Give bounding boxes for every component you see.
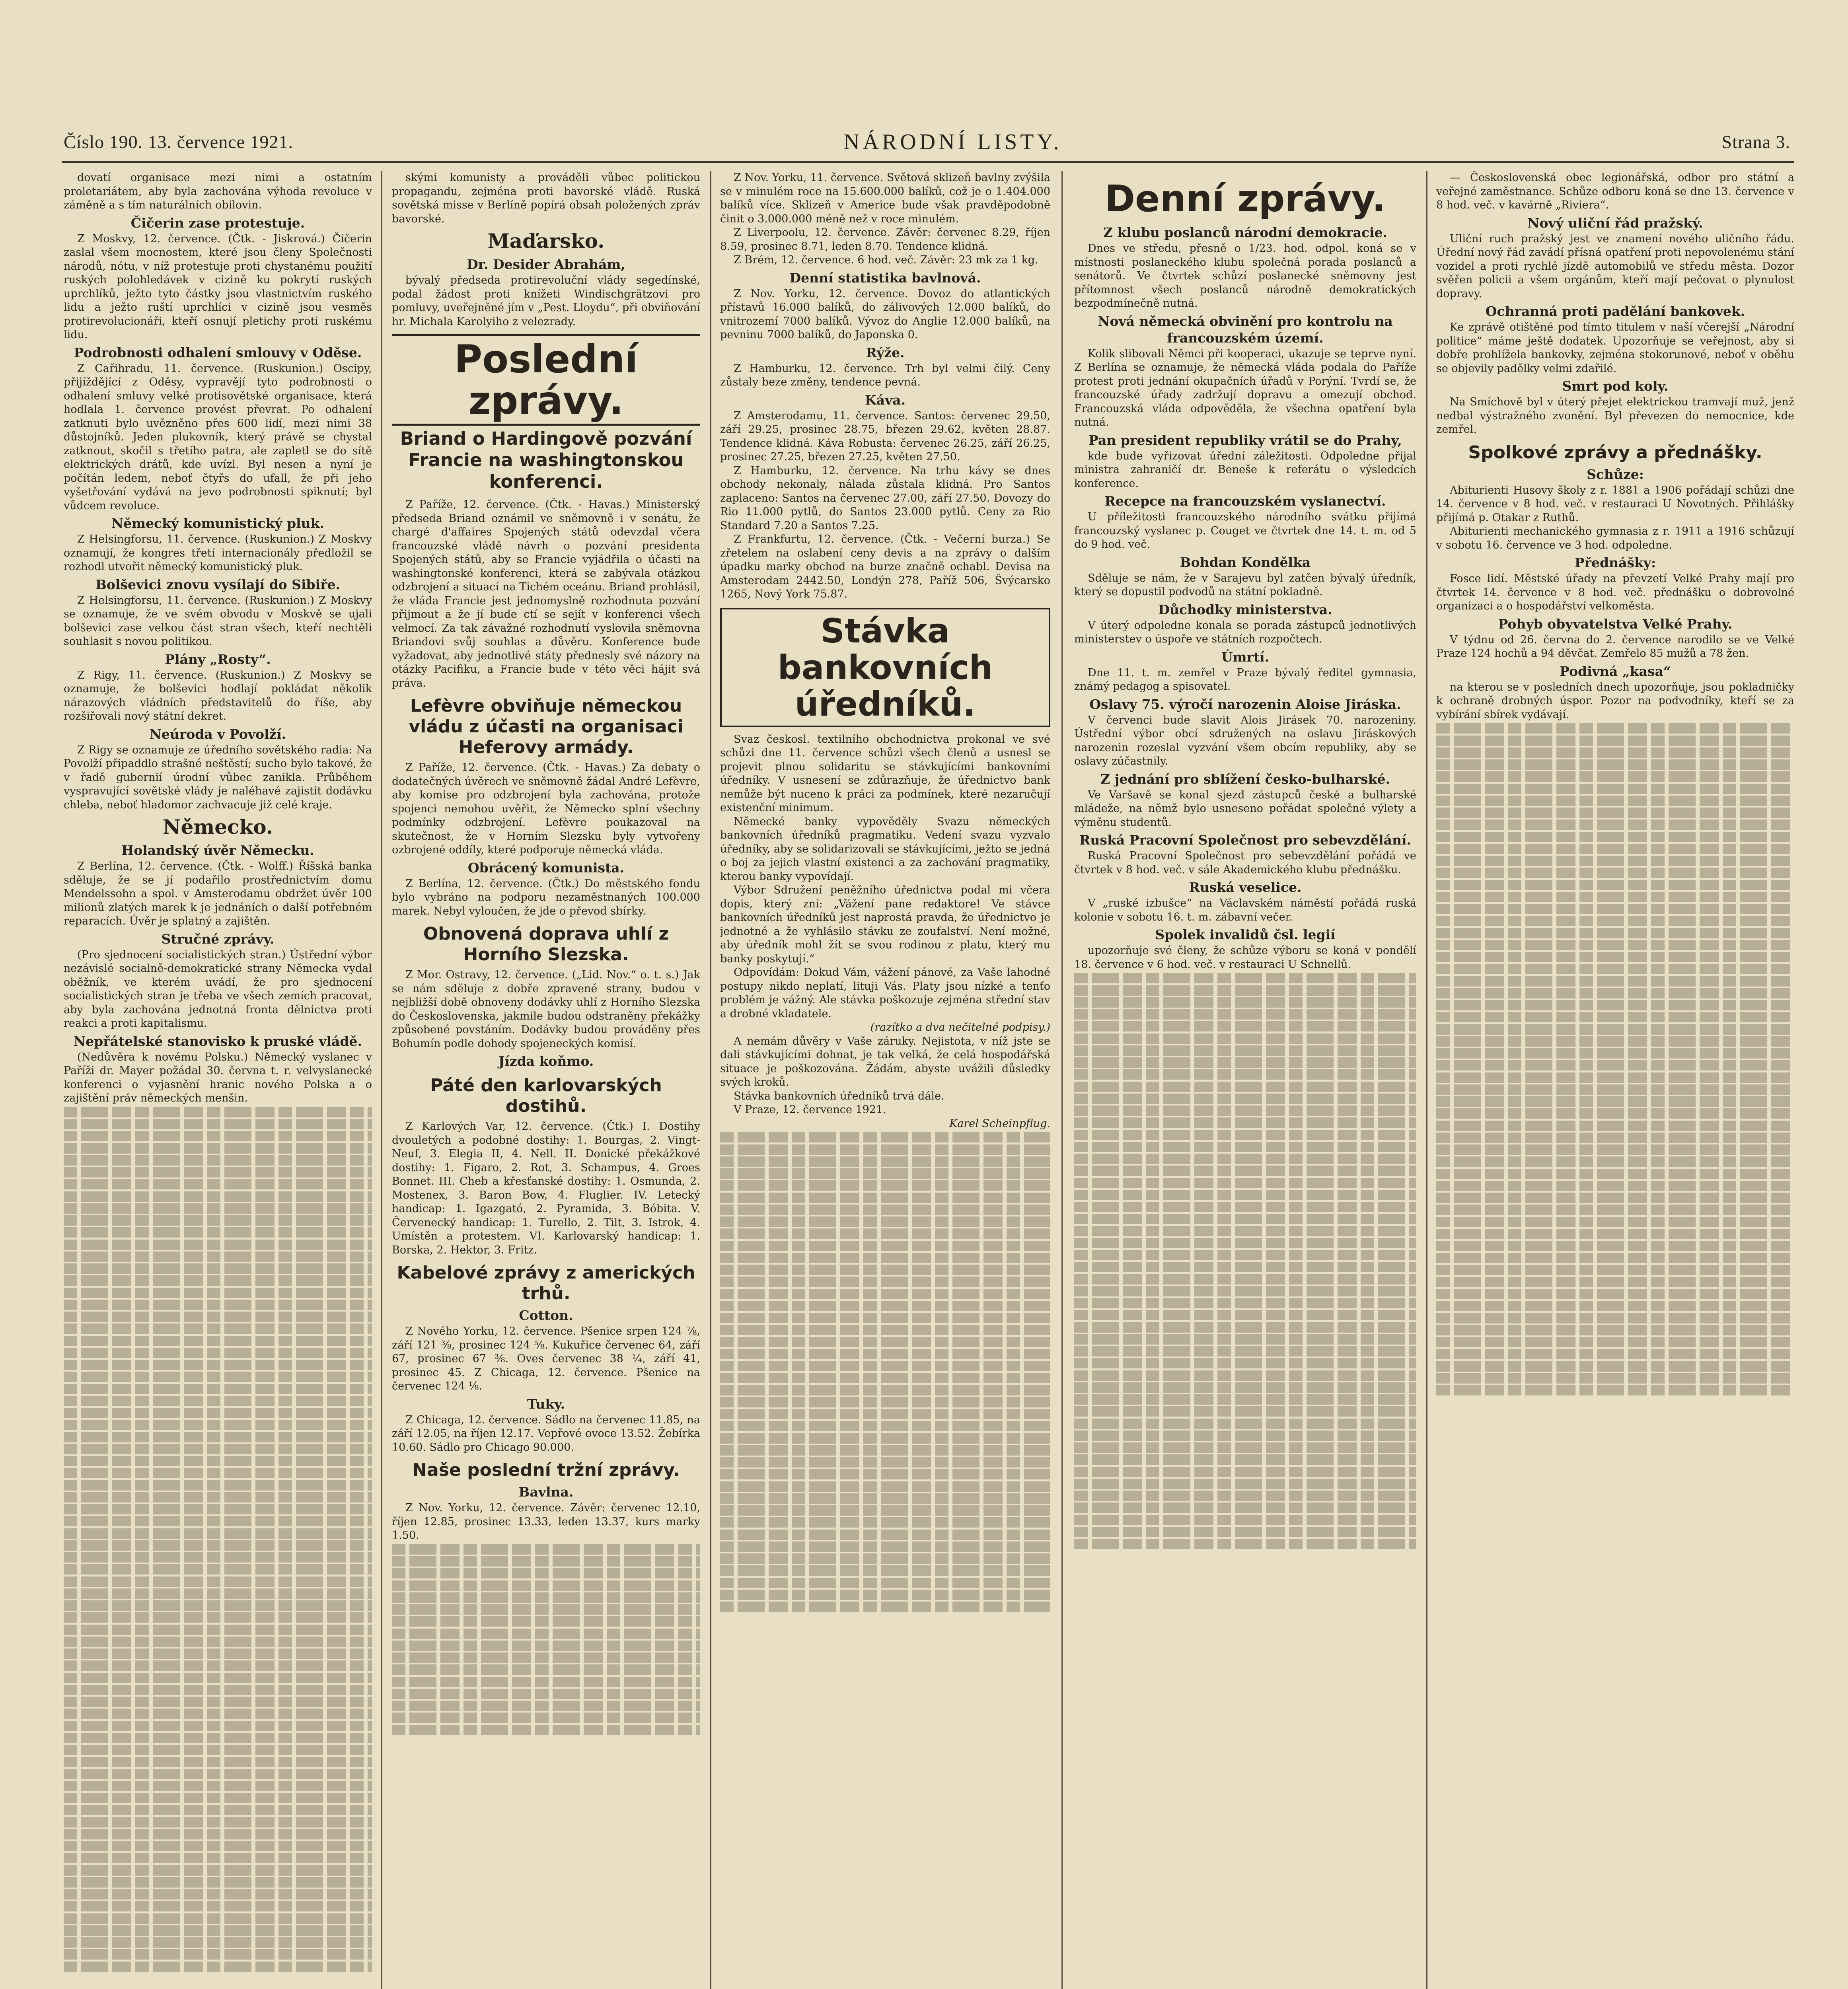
article-text: Svaz českosl. textilního obchodnictva prokonal ve své schůzi dne 11. července schůzi všech členů a usnesl se projevit plnou solidaritu se stávkujícími bankovními úředníky. V usnesení se zdůrazňuje, že úřednictvo bank nemůže být nuceno k práci za podmínek, které nezaručují existenční minimum. bbox=[720, 733, 1050, 814]
article-headline: Bavlna. bbox=[518, 1484, 574, 1500]
article-text: Z Berlína, 12. července. (Čtk.) Do městského fondu bylo vybráno na podporu nezaměstnaných 100.000 marek. Nebyl vyloučen, že jde o převod sbírky. bbox=[392, 877, 700, 917]
article-text: Z Hamburku, 12. července. Trh byl velmi čilý. Ceny zůstaly beze změny, tendence pevná. bbox=[720, 362, 1050, 388]
article-headline: Smrt pod koly. bbox=[1562, 378, 1669, 394]
article-text: Z Helsingforsu, 11. července. (Ruskunion.) Z Moskvy se oznamuje, že ve svém obvodu v Moskvě se ujali bolševici zase velkou část stran všech, kteří nechtěli souhlasit s novou politikou. bbox=[64, 594, 372, 648]
illegible-text-block bbox=[720, 1132, 1050, 1612]
article-text: Z Rigy se oznamuje ze úředního sovětského radia: Na Povolží připaddlo strašné neštěstí; sucho bylo takové, že v řadě gubernií úrodní vůbec zanikla. Průběhem vyspravující sovětské vlády je naléhavé zajistit dodávku chleba, neboť hladomor zachvacuje již celé kraje. bbox=[64, 743, 372, 811]
article-headline: Nová německá obvinění pro kontrolu na francouzském území. bbox=[1098, 313, 1393, 346]
article-headline: Úmrtí. bbox=[1221, 649, 1270, 665]
column-2 bbox=[392, 171, 700, 1989]
section-heading: Německo. bbox=[162, 815, 273, 839]
illegible-text-block bbox=[64, 1107, 372, 1972]
article-text: Z Paříže, 12. července. (Čtk. - Havas.) Za debaty o dodatečných úvěrech ve sněmovně žádal André Lefèvre, aby komise pro odzbrojení byla zachována, protože spojenci nemohou uvěřit, že Německo splní všechny podmínky odzbrojení. Lefèvre poukazoval na skutečnost, že v Horním Slezsku byly vytvořeny ozbrojené oddíly, které podporuje německá vláda. bbox=[392, 761, 700, 856]
article-text: Z Frankfurtu, 12. července. (Čtk. - Večerní burza.) Se zřetelem na oslabení ceny devis a na zprávy o dalším úpadku marky obchod na burze značně ochabl. Devisa na Amsterodam 2442.50, Londýn 278, Paříž 506, Švýcarsko 1265, Nový York 75.87. bbox=[720, 533, 1050, 600]
article-text: (Nedůvěra k novému Polsku.) Německý vyslanec v Paříži dr. Mayer požádal 30. června t. r. velvyslanecké konferenci o vyjasnění hranic nového Polska a o zajištění práv německých menšin. bbox=[64, 1051, 372, 1104]
signature-note: (razítko a dva nečitelné podpisy.) bbox=[870, 1021, 1050, 1033]
article-text: upozorňuje své členy, že schůze výboru se koná v pondělí 18. července v 6 hod. več. v restauraci U Schnellů. bbox=[1074, 944, 1416, 971]
article-text: Kolik slibovali Němci při kooperaci, ukazuje se teprve nyní. Z Berlína se oznamuje, že německá vláda podala do Paříže protest proti jednání okupačních úřadů v Porýní. Tvrdí se, že francouzské úřady zadržují dopravu a omezují obchod. Francouzská vláda odpověděla, že všechna opatření byla nutná. bbox=[1074, 347, 1416, 428]
article-headline: Z jednání pro sblížení česko-bulharské. bbox=[1100, 771, 1390, 787]
article-text: Z Chicaga, 12. července. Sádlo na červenec 11.85, na září 12.05, na říjen 12.17. Vepřové ovoce 13.52. Žebírka 10.60. Sádlo pro Chicago 90.000. bbox=[392, 1413, 700, 1454]
article-text: Z Moskvy, 12. července. (Čtk. - Jiskrová.) Čičerin zaslal všem mocnostem, které jsou členy Společnosti národů, nótu, v níž protestuje proti chystanému použití ruských polohledávek v cizině ku pokrytí ruských uprchlíků, ježto tyto částky jsou vlastnictvím ruského lidu a ježto ruští uprchlíci v cizině jsou vesměs protirevolucionáři, kteří osnují pletichy proti ruskému lidu. bbox=[64, 232, 372, 341]
article-text: V „ruské izbušce“ na Václavském náměstí pořádá ruská kolonie v sobotu 16. t. m. zábavní večer. bbox=[1074, 897, 1416, 923]
article-text: Sděluje se nám, že v Sarajevu byl zatčen bývalý úředník, který se dopustil podvodů na státní pokladně. bbox=[1074, 572, 1416, 598]
illegible-text-block bbox=[392, 1544, 700, 1735]
article-text: A nemám důvěry v Vaše záruky. Nejistota, v níž jste se dali stávkujícími dohnat, je tak velká, že celá hospodářská situace je poškozována. Žádám, abyste uvážili důsledky svých kroků. bbox=[720, 1035, 1050, 1088]
article-text: Dne 11. t. m. zemřel v Praze bývalý ředitel gymnasia, známý pedagog a spisovatel. bbox=[1074, 666, 1416, 693]
issue-info: Číslo 190. 13. července 1921. bbox=[64, 132, 294, 152]
article-text: Z Nového Yorku, 12. července. Pšenice srpen 124 ⅞, září 121 ⅜, prosinec 124 ⅝. Kukuřice červenec 64, září 67, prosinec 67 ⅜. Oves červenec 38 ¼, září 41, prosinec 45. Z Chicaga, 12. července. Pšenice na červenec 124 ⅛. bbox=[392, 1325, 700, 1392]
article-headline: Podivná „kasa“ bbox=[1560, 663, 1671, 679]
article-headline: Přednášky: bbox=[1574, 555, 1656, 570]
article-text: na kterou se v posledních dnech upozorňuje, jsou pokladničky k ochraně drobných úspor. Pozor na podvodníky, kteří se za vybírání sbírek vydávají. bbox=[1436, 681, 1794, 721]
article-text: Z Nov. Yorku, 12. července. Dovoz do atlantických přístavů 16.000 balíků, do zálivových 12.000 balíků, do vnitrozemí 7000 balíků. Vývoz do Anglie 12.000 balíků, na pevninu 7000 balíků, do Japonska 0. bbox=[720, 287, 1050, 341]
article-headline: Stručné zprávy. bbox=[161, 931, 275, 947]
article-text: Z Amsterodamu, 11. července. Santos: červenec 29.50, září 29.25, prosinec 28.75, březen 29.62, květen 28.87. Tendence klidná. Káva Robusta: červenec 26.25, září 26.25, prosinec 27.25, březen 27.25, květen 27.50. bbox=[720, 409, 1050, 463]
article-headline: Nový uliční řád pražský. bbox=[1527, 215, 1703, 231]
illegible-text-block bbox=[1074, 973, 1416, 1549]
article-text: Na Smíchově byl v úterý přejet elektrickou tramvají muž, jenž nedbal výstražného zvonění. Byl převezen do nemocnice, kde zemřel. bbox=[1436, 396, 1794, 436]
article-headline: Obnovená doprava uhlí z Horního Slezska. bbox=[423, 924, 669, 965]
article-headline: Schůze: bbox=[1587, 466, 1644, 482]
article-text: Z Nov. Yorku, 12. července. Závěr: červenec 12.10, říjen 12.85, prosinec 13.33, leden 13.37, kurs marky 1.50. bbox=[392, 1502, 700, 1541]
illegible-text-block bbox=[1436, 723, 1794, 1395]
article-headline: Denní statistika bavlnová. bbox=[789, 270, 981, 286]
article-headline: Holandský úvěr Německu. bbox=[121, 843, 314, 858]
article-headline: Důchodky ministerstva. bbox=[1158, 601, 1332, 617]
article-deck: Briand o Hardingově pozvání Francie na washingtonskou konferenci. bbox=[400, 428, 692, 492]
article-text: Výbor Sdružení peněžního úřednictva podal mi včera dopis, který zní: „Vážení pane redaktore! Ve stávce bankovních úředníků jest naprostá pravda, že úřednictvo je jednotné a že vyhlásilo stávku ze zoufalství. Není možné, aby úředník mohl žít se svou rodinou z platu, který mu banky poskytují.“ bbox=[720, 884, 1050, 965]
article-text: Ruská Pracovní Společnost pro sebevzdělání pořádá ve čtvrtek v 8 hod. več. v sále Akademického klubu přednášku. bbox=[1074, 850, 1416, 876]
article-text: Z Brém, 12. července. 6 hod. več. Závěr: 23 mk za 1 kg. bbox=[734, 254, 1038, 266]
column-3 bbox=[720, 171, 1050, 1989]
article-headline: Ruská Pracovní Společnost pro sebevzdělání. bbox=[1079, 832, 1411, 848]
column-5 bbox=[1436, 171, 1794, 1989]
article-headline: Jízda koňmo. bbox=[498, 1053, 594, 1069]
article-text: Z Mor. Ostravy, 12. července. („Lid. Nov.“ o. t. s.) Jak se nám sděluje z dobře zpravené strany, budou v nejbližší době obnoveny dodávky uhlí z Horního Slezska do Československa, jakmile budou odstraněny překážky způsobené povstáním. Dodávky budou prováděny přes Bohumín podle dohody spojeneckých komisí. bbox=[392, 969, 700, 1050]
article-text: Z Nov. Yorku, 11. července. Světová sklizeň bavlny zvýšila se v minulém roce na 15.600.000 balíků, což je o 1.404.000 balíků více. Sklizeň v Americe bude však pravděpodobně činit o 3.000.000 méně než v roce minulém. bbox=[720, 171, 1050, 225]
article-headline: Recepce na francouzském vyslanectví. bbox=[1104, 493, 1386, 509]
article-headline: Plány „Rosty“. bbox=[165, 651, 271, 667]
article-headline: Tuky. bbox=[527, 1396, 565, 1412]
article-text: dovatí organisace mezi nimi a ostatním proletariátem, aby byla zachována výhoda revoluce v záměně a s tím naturálních obilovin. bbox=[64, 171, 372, 211]
daily-news-heading: Denní zprávy. bbox=[1104, 177, 1386, 220]
article-headline: Páté den karlovarských dostihů. bbox=[430, 1075, 662, 1116]
article-headline: Bohdan Kondělka bbox=[1180, 554, 1311, 570]
column-rule bbox=[381, 171, 382, 1989]
article-headline: Nepřátelské stanovisko k pruské vládě. bbox=[74, 1033, 362, 1049]
article-headline: Káva. bbox=[865, 392, 906, 408]
article-headline: Ruská veselice. bbox=[1189, 880, 1302, 895]
article-headline: Kabelové zprávy z amerických trhů. bbox=[397, 1263, 695, 1304]
article-text: Z Hamburku, 12. července. Na trhu kávy se dnes obchody nekonaly, nálada zůstala klidná. Pro Santos zaplaceno: Santos na červenec 27.00, září 27.50. Dovozy do Rio 11.000 pytlů, do Santos 23.000 pytlů. Ceny za Rio Standard 7.20 a Santos 7.25. bbox=[720, 464, 1050, 532]
article-headline: Cotton. bbox=[519, 1308, 573, 1323]
article-text: V červenci bude slavit Alois Jirásek 70. narozeniny. Ústřední výbor obcí sdružených na oslavu Jiráskových narozenin rozeslal vyzvání všem obcím republiky, aby se oslavy zúčastnily. bbox=[1074, 714, 1416, 767]
article-headline: Ochranná proti padělání bankovek. bbox=[1485, 304, 1745, 319]
article-headline: Neúroda v Povolží. bbox=[149, 726, 286, 742]
article-text: bývalý předseda protirevoluční vlády segedínské, podal žádost proti knížeti Windischgrätzovi pro pomluvy, uveřejněné jím v „Pest. Lloydu“, při obviňování hr. Michala Karolyiho z velezrady. bbox=[392, 274, 700, 328]
article-headline: Podrobnosti odhalení smlouvy v Oděse. bbox=[74, 344, 362, 360]
article-text: Z Rigy, 11. července. (Ruskunion.) Z Moskvy se oznamuje, že bolševici hodlají pokládat několik nárazových vládních představitelů do říše, aby rozšiřovali nový státní dekret. bbox=[64, 669, 372, 722]
article-text: Stávka bankovních úředníků trvá dále. bbox=[734, 1090, 944, 1102]
article-text: Německé banky vypověděly Svazu německých bankovních úředníků pragmatiku. Vedení svazu vyzvalo úředníky, aby se solidarizovali se stávkujícími, ježto se jedná o boj za jejich vlastní existenci a za zachování pragmatiky, kterou banky vypovídají. bbox=[720, 815, 1050, 883]
article-text: Fosce lidí. Městské úřady na převzetí Velké Prahy mají pro čtvrtek 14. července v 8 hod. več. přednášku o dobrovolné organizaci a o hospodářství velkoměsta. bbox=[1436, 572, 1794, 612]
article-headline: Lefèvre obviňuje německou vládu z účasti na organisaci Heferovy armády. bbox=[409, 696, 684, 757]
newspaper-title: NÁRODNÍ LISTY. bbox=[843, 130, 1062, 154]
column-rule bbox=[1426, 171, 1427, 1989]
article-headline: Obrácený komunista. bbox=[467, 860, 625, 876]
article-text: Abiturienti mechanického gymnasia z r. 1911 a 1916 schůzují v sobotu 16. července ve 3 hod. odpoledne. bbox=[1436, 525, 1794, 551]
article-text: V úterý odpoledne konala se porada zástupců jednotlivých ministerstev o úspoře ve státních rozpočtech. bbox=[1074, 619, 1416, 645]
bank-strike-heading: Stávka bankovních úředníků. bbox=[720, 608, 1050, 727]
article-text: Dnes ve středu, přesně o 1/23. hod. odpol. koná se v místnosti poslaneckého klubu společná porada poslanců a senátorů. Ve čtvrtek schůzí poslanecké sněmovny jest přítomnost všech poslanců národně demokratických bezpodmínečně nutná. bbox=[1074, 242, 1416, 309]
column-1 bbox=[64, 171, 372, 1989]
dateline: V Praze, 12. července 1921. bbox=[734, 1103, 886, 1116]
article-headline: Dr. Desider Abrahám, bbox=[467, 257, 625, 272]
article-text: Uliční ruch pražský jest ve znamení nového uličního řádu. Úřední nový řád zavádí přísná opatření proti nepovolenému stání vozidel a proti rychlé jízdě automobilů ve středu města. Dozor svěřen policii a všem orgánům, kteří mají pečovat o plynulost dopravy. bbox=[1436, 232, 1794, 300]
article-headline: Spolkové zprávy a přednášky. bbox=[1468, 442, 1762, 463]
column-rule bbox=[710, 171, 711, 1989]
section-heading: Maďarsko. bbox=[487, 229, 605, 253]
masthead bbox=[64, 129, 1790, 157]
article-text: V týdnu od 26. června do 2. července narodilo se ve Velké Praze 124 hochů a 94 děvčat. Zemřelo 85 mužů a 78 žen. bbox=[1436, 633, 1794, 660]
article-text: Z Karlových Var, 12. července. (Čtk.) I. Dostihy dvouletých a podobné dostihy: 1. Bourgas, 2. Vingt-Neuf, 3. Elegia II, 4. Nell. II. Donické překážkové dostihy: 1. Figaro, 2. Rot, 3. Schampus, 4. Groes Bonnet. III. Cheb a křesťanské dostihy: 1. Osmunda, 2. Mostenex, 3. Baron Bow, 4. Fluglier. IV. Letecký handicap: 1. Igazgató, 2. Pyramida, 3. Bóbita. V. Červenecký handicap: 1. Turello, 2. Tilt, 3. Istrok, 4. Umístěn a protestem. VI. Karlovarský handicap: 1. Borska, 2. Hektor, 3. Fritz. bbox=[392, 1120, 700, 1256]
article-text: skými komunisty a prováděli vůbec politickou propagandu, zejména proti bavorské vládě. Ruská sovětská misse v Berlíně popírá obsah položených zpráv bavorské. bbox=[392, 171, 700, 225]
article-text: Z Paříže, 12. července. (Čtk. - Havas.) Ministerský předseda Briand oznámil ve sněmovně i v senátu, že chargé d'affaires Spojených států odevzdal včera francouzské vládě návrh o pozvání presidenta Spojených států, aby se Francie vyjádřila o účasti na washingtonské konferenci, která se zabývala otázkou odzbrojení a situací na Tichém oceánu. Briand prohlásil, že vláda Francie jest jednomyslně rozhodnuta pozvání přijmout a že jí bude ctí se sejít v konferenci všech velmocí. Za tak závažné rozhodnutí vyslovila sněmovna Briandovi svůj souhlas a důvěru. Konference bude vyžadovat, aby jednotlivé státy přednesly své názory na otázky Pacifiku, a Francie bude v této věci hájit svá práva. bbox=[392, 498, 700, 689]
article-text: Z Helsingforsu, 11. července. (Ruskunion.) Z Moskvy oznamují, že kongres třetí internacionály předložil se rozhodl utvořit německý komunistický pluk. bbox=[64, 533, 372, 573]
article-text: Z Liverpoolu, 12. července. Závěr: červenec 8.29, říjen 8.59, prosinec 8.71, leden 8.70. Tendence klidná. bbox=[720, 226, 1050, 253]
article-text: Ve Varšavě se konal sjezd zástupců české a bulharské mládeže, na němž bylo usneseno pořádat společné výlety a výměnu studentů. bbox=[1074, 788, 1416, 829]
article-text: U příležitosti francouzského národního svátku přijímá francouzský vyslanec p. Couget ve čtvrtek dne 14. t. m. od 5 do 9 hod. več. bbox=[1074, 511, 1416, 551]
article-headline: Naše poslední tržní zprávy. bbox=[412, 1460, 680, 1480]
author-signature: Karel Scheinpflug. bbox=[949, 1117, 1050, 1130]
column-4 bbox=[1074, 171, 1416, 1989]
article-headline: Z klubu poslanců národní demokracie. bbox=[1103, 225, 1388, 240]
article-text: kde bude vyřizovat úřední záležitosti. Odpoledne přijal ministra zahraničí dr. Beneše k referátu o výsledcích konference. bbox=[1074, 450, 1416, 490]
latest-news-heading: Poslední zprávy. bbox=[392, 334, 700, 426]
article-text: — Československá obec legionářská, odbor pro státní a veřejné zaměstnance. Schůze odboru koná se dne 13. července v 8 hod. več. v kavárně „Riviera“. bbox=[1436, 171, 1794, 211]
article-text: Z Cařihradu, 11. července. (Ruskunion.) Oscipy, přijíždějící z Oděsy, vypravějí tyto podrobnosti o odhalení smluvy velké protisovětské organisace, která hodlala 1. července provést převrat. Po odhalení zatknuti bylo uvězněno přes 600 lidí, mezi nimi 38 důstojníků. Jeden plukovník, který právě se chystal zatknout, skočil s třetího patra, ale zapletl se do sítě elektrických drátů, kde uvízl. Byl nesen a nyní je počítán ledem, neboť čtyřs do ufall, že při jeho vyšetřování vydává na jevo podrobnosti spiknutí; byl vůdcem revoluce. bbox=[64, 362, 372, 512]
page-number: Strana 3. bbox=[1721, 132, 1790, 152]
article-text: Ke zprávě otištěné pod tímto titulem v naší včerejší „Národní politice“ máme ještě dodatek. Upozorňuje se veřejnost, aby si dobře prohlížela bankovky, zejména stokorunové, neboť v oběhu se objevily padělky velmi zdařilé. bbox=[1436, 321, 1794, 375]
article-headline: Bolševici znovu vysílají do Sibiře. bbox=[95, 576, 340, 592]
article-headline: Německý komunistický pluk. bbox=[111, 516, 324, 531]
article-text: Abiturienti Husovy školy z r. 1881 a 1906 pořádají schůzi dne 14. července v 8 hod. več. v restauraci U Novotných. Přihlášky přijímá p. Otakar z Ruthů. bbox=[1436, 484, 1794, 524]
article-headline: Rýže. bbox=[866, 344, 905, 360]
column-rule bbox=[1061, 171, 1063, 1989]
article-headline: Spolek invalidů čsl. legií bbox=[1155, 927, 1336, 942]
article-headline: Pohyb obyvatelstva Velké Prahy. bbox=[1498, 616, 1733, 632]
article-headline: Pan president republiky vrátil se do Prahy, bbox=[1089, 432, 1402, 448]
article-text: Z Berlína, 12. července. (Čtk. - Wolff.) Říšská banka sděluje, že se jí podařilo prostřednictvím domu Mendelssohn a spol. v Amsterodamu obdržet úvěr 100 milionů zlatých marek k je jednáních o další potřebném reparacích. Úvěr je splatný a zajištěn. bbox=[64, 860, 372, 927]
article-text: (Pro sjednocení socialistických stran.) Ústřední výbor nezávislé socialně-demokratické strany Německa vydal oběžník, ve kterém uvádí, že pro sjednocení socialistických stran je třeba ve všech zemích pracovat, aby byla zachována jednotná fronta dělnictva proti reakci a proti kapitalismu. bbox=[64, 948, 372, 1030]
header-rule bbox=[62, 161, 1794, 163]
article-headline: Čičerin zase protestuje. bbox=[130, 215, 305, 231]
article-text: Odpovídám: Dokud Vám, vážení pánové, za Vaše lahodné postupy nikdo neplatí, lituji Vás. Platy jsou nízké a tenťo problém je vážný. Ale stávka poškozuje zejména střední stav a drobné vkladatele. bbox=[720, 966, 1050, 1020]
article-headline: Oslavy 75. výročí narozenin Aloise Jiráska. bbox=[1089, 696, 1401, 712]
